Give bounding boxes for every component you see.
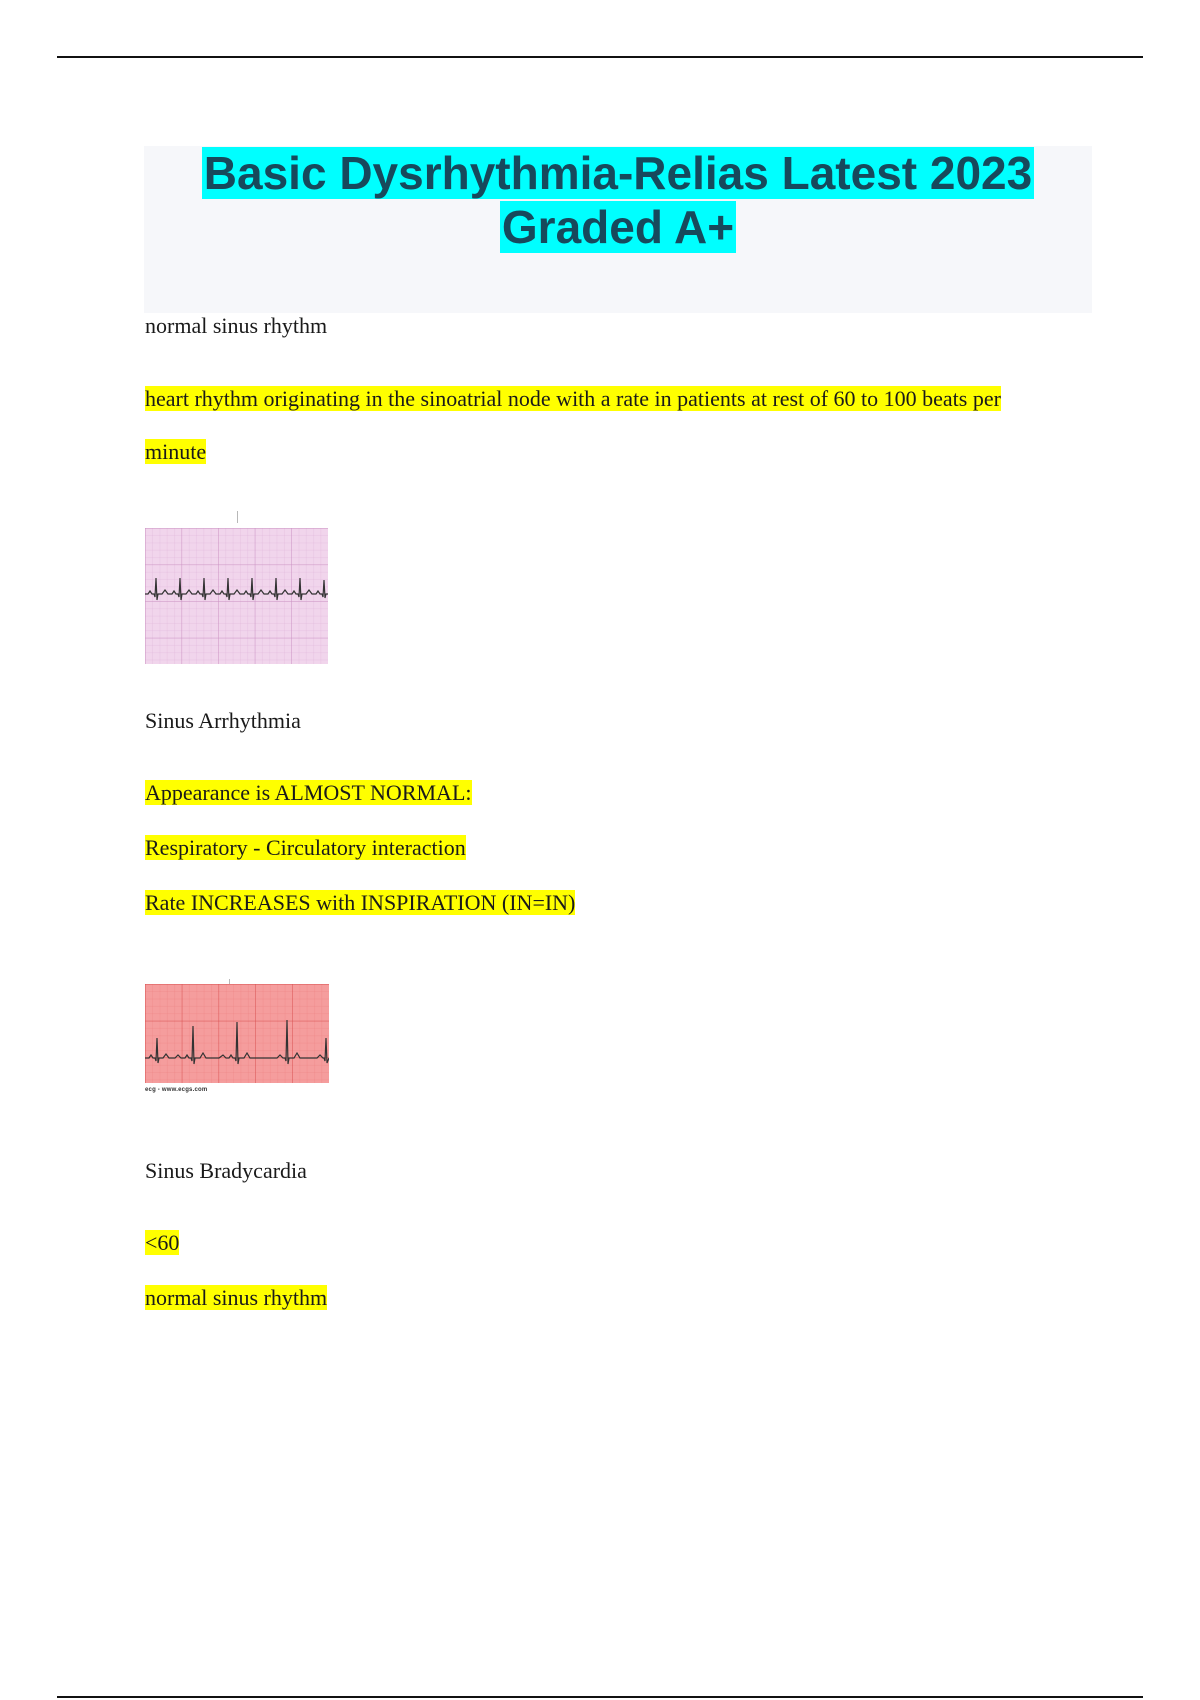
definition-line-1 bbox=[145, 384, 1001, 414]
document-title bbox=[144, 146, 1092, 254]
definition-line-3 bbox=[145, 888, 575, 918]
definition-line-1 bbox=[145, 1228, 179, 1258]
image-tick-mark bbox=[237, 511, 238, 523]
term-sinus-bradycardia: Sinus Bradycardia bbox=[145, 1158, 307, 1183]
term-normal-sinus-rhythm: normal sinus rhythm bbox=[145, 313, 328, 338]
ecg-strip-pink-svg bbox=[145, 528, 328, 664]
ecg-strip-caption: ecg - www.ecgs.com bbox=[145, 1087, 208, 1093]
title-line-2: Graded A+ bbox=[501, 201, 735, 253]
definition-line-2 bbox=[145, 833, 466, 863]
title-line-1: Basic Dysrhythmia-Relias Latest 2023 bbox=[203, 147, 1033, 199]
ecg-strip-sinus-arrhythmia bbox=[145, 984, 329, 1083]
definition-highlight: normal sinus rhythm bbox=[145, 1285, 328, 1310]
term-sinus-arrhythmia: Sinus Arrhythmia bbox=[145, 708, 301, 733]
definition-highlight: Appearance is ALMOST NORMAL: bbox=[145, 780, 472, 805]
definition-highlight: heart rhythm originating in the sinoatrial node with a rate in patients at rest of 60 to 100 beats per bbox=[145, 386, 1001, 411]
definition-line-2 bbox=[145, 437, 206, 467]
definition-line-1 bbox=[145, 778, 472, 808]
definition-highlight: <60 bbox=[145, 1230, 180, 1255]
top-rule bbox=[57, 56, 1143, 58]
definition-highlight: minute bbox=[145, 439, 207, 464]
definition-highlight: Rate INCREASES with INSPIRATION (IN=IN) bbox=[145, 890, 576, 915]
ecg-strip-normal-sinus bbox=[145, 528, 328, 664]
bottom-rule bbox=[57, 1696, 1143, 1698]
definition-highlight: Respiratory - Circulatory interaction bbox=[145, 835, 466, 860]
ecg-strip-red-svg bbox=[145, 984, 329, 1083]
definition-line-2 bbox=[145, 1283, 327, 1313]
